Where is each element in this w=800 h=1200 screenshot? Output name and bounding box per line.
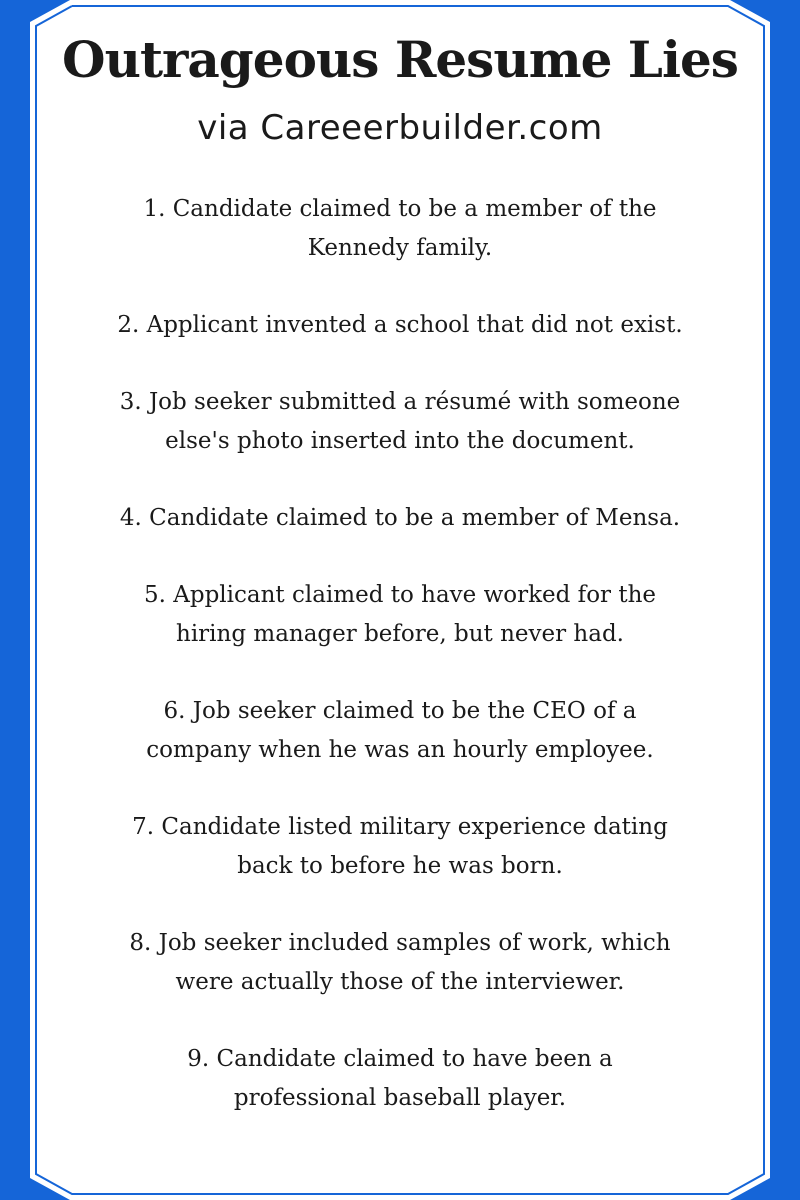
lie-line: 5. Applicant claimed to have worked for the bbox=[143, 582, 657, 608]
lie-line: 6. Job seeker claimed to be the CEO of a bbox=[163, 698, 637, 724]
lie-line: 4. Candidate claimed to be a member of Mensa. bbox=[119, 505, 681, 531]
list-item bbox=[40, 383, 760, 461]
lie-line: 1. Candidate claimed to be a member of the bbox=[143, 196, 657, 222]
lie-line: 8. Job seeker included samples of work, which bbox=[129, 930, 671, 956]
list-item bbox=[40, 190, 760, 268]
list-item bbox=[40, 1040, 760, 1118]
list-item bbox=[40, 499, 760, 538]
lie-line: Kennedy family. bbox=[307, 235, 493, 261]
lie-line: hiring manager before, but never had. bbox=[176, 621, 624, 647]
list-item bbox=[40, 306, 760, 345]
lie-line: 7. Candidate listed military experience dating bbox=[132, 814, 668, 840]
lie-line: 2. Applicant invented a school that did not exist. bbox=[117, 312, 683, 338]
list-item bbox=[40, 692, 760, 770]
lie-line: else's photo inserted into the document. bbox=[165, 428, 635, 454]
list-item bbox=[40, 808, 760, 886]
page-subtitle: via Careeerbuilder.com bbox=[197, 108, 603, 148]
list-item bbox=[40, 576, 760, 654]
lie-line: 9. Candidate claimed to have been a bbox=[187, 1046, 613, 1072]
lie-line: 3. Job seeker submitted a résumé with someone bbox=[119, 389, 681, 415]
page-title: Outrageous Resume Lies bbox=[62, 30, 738, 89]
lies-list bbox=[40, 190, 760, 1118]
lie-line: professional baseball player. bbox=[233, 1085, 567, 1111]
lie-line: back to before he was born. bbox=[237, 853, 563, 879]
list-item bbox=[40, 924, 760, 1002]
lie-line: were actually those of the interviewer. bbox=[175, 969, 625, 995]
content-area bbox=[40, 18, 760, 1156]
lie-line: company when he was an hourly employee. bbox=[146, 737, 654, 763]
